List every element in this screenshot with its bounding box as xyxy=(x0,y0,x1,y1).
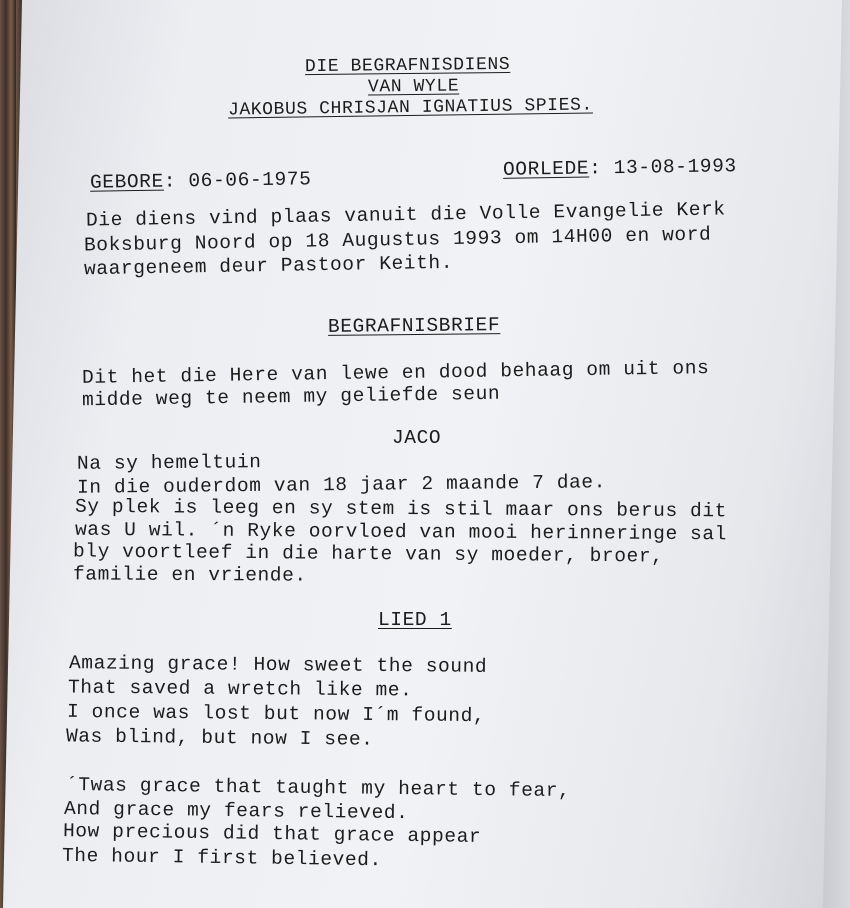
born-row xyxy=(90,168,312,193)
letter-body-line: familie en vriende. xyxy=(72,563,307,587)
letter-body-line: bly voortleef in die harte van sy moeder, broer, xyxy=(72,540,664,568)
hymn-line: ´Twas grace that taught my heart to fear, xyxy=(65,773,571,803)
hymn-line: The hour I first believed. xyxy=(61,844,382,872)
letter-intro-line: Dit het die Here van lewe en dood behaag om uit ons xyxy=(81,357,710,389)
title-line-2: VAN WYLE xyxy=(367,76,460,98)
title-line-3: JAKOBUS CHRISJAN IGNATIUS SPIES. xyxy=(227,95,593,121)
hymn-line: And grace my fears relieved. xyxy=(63,797,409,825)
letter-heading: BEGRAFNISBRIEF xyxy=(327,314,501,338)
letter-body-line: In die ouderdom van 18 jaar 2 maande 7 dae. xyxy=(76,471,607,499)
service-line: Boksburg Noord op 18 Augustus 1993 om 14H00 en word xyxy=(83,223,712,257)
deceased-name: JACO xyxy=(392,427,442,449)
service-line: Die diens vind plaas vanuit die Volle Evangelie Kerk xyxy=(85,198,726,232)
hymn-line: How precious did that grace appear xyxy=(62,820,482,848)
died-row xyxy=(503,155,737,181)
letter-intro-line: midde weg te neem my geliefde seun xyxy=(81,382,501,412)
hymn-line: That saved a wretch like me. xyxy=(67,676,413,702)
hymn-line: I once was lost but now I´m found, xyxy=(66,700,486,728)
born-label: GEBORE xyxy=(89,170,164,194)
letter-body-line: Sy plek is leeg en sy stem is stil maar ons berus dit xyxy=(74,495,728,523)
died-value: : 13-08-1993 xyxy=(588,155,737,180)
hymn-heading: LIED 1 xyxy=(378,609,452,631)
hymn-line: Amazing grace! How sweet the sound xyxy=(68,652,488,678)
hymn-line: Was blind, but now I see. xyxy=(65,725,374,751)
letter-body-line: Na sy hemeltuin xyxy=(76,451,262,475)
died-label: OORLEDE xyxy=(502,157,590,181)
letter-body-line: was U wil. ´n Ryke oorvloed van mooi herinneringe sal xyxy=(74,518,728,546)
service-line: waargeneem deur Pastoor Keith. xyxy=(83,251,454,281)
born-value: : 06-06-1975 xyxy=(163,168,312,193)
title-line-1: DIE BEGRAFNISDIENS xyxy=(304,54,511,78)
